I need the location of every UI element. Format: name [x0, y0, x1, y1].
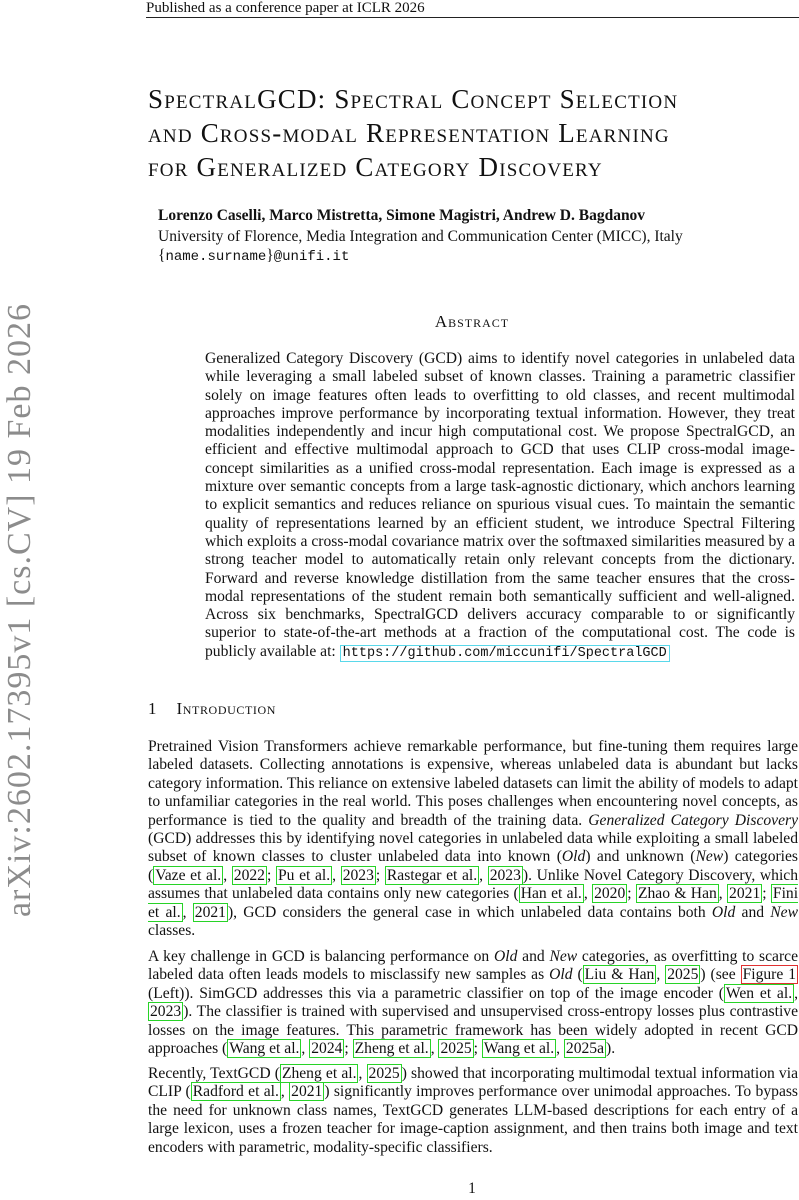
text-span: Pretrained Vision Transformers achieve remarkable performance, but fine-tuning them requires large labeled datasets. Collecting annotations is expensive, whereas unlabeled data is abundant but lacks category information. This reliance on extensive labeled datasets can limit the ability of models to adapt to unfamiliar categories in the real world. This poses challenges when encountering novel concepts, as performance is tied to the quality and breadth of the training data.: [148, 738, 798, 829]
abstract-body: Generalized Category Discovery (GCD) aims to identify novel categories in unlabeled data while leveraging a small labeled subset of known classes. Training a parametric classifier solely on image features often leads to overfitting to old classes, and recent multimodal approaches improve performance by incorporating textual information. However, they treat modalities independently and incur high computational cost. We propose SpectralGCD, an efficient and effective multimodal approach to GCD that uses CLIP cross-modal image-concept similarities as a unified cross-modal representation. Each image is expressed as a mixture over semantic concepts from a large task-agnostic dictionary, which anchors learning to explicit semantics and reduces reliance on spurious visual cues. To maintain the semantic quality of representations learned by an efficient student, we introduce Spectral Filtering which exploits a cross-modal covariance matrix over the softmaxed similarities measured by a strong teacher model to automatically retain only relevant concepts from the dictionary. Forward and reverse knowledge distillation from the same teacher ensures that the cross-modal representations of the student remain both semantically sufficient and well-aligned. Across six benchmarks, SpectralGCD delivers accuracy comparable to or significantly superior to state-of-the-art methods at a fraction of the computational cost. The code is publicly available at:: [205, 350, 795, 660]
title-line-1: SpectralGCD: Spectral Concept Selection: [148, 84, 679, 114]
text-span: A key challenge in GCD is balancing performance on: [148, 948, 494, 965]
citation-link[interactable]: Zheng et al.: [354, 1040, 429, 1058]
page-number: 1: [468, 1180, 476, 1197]
email-address: name.surname: [165, 249, 267, 265]
citation-link[interactable]: Vaze et al.: [155, 866, 222, 884]
citation-link[interactable]: 2023: [150, 1003, 182, 1021]
citation-link[interactable]: 2023: [342, 866, 374, 884]
text-span: and: [517, 948, 550, 965]
text-span: Recently, TextGCD (: [148, 1065, 280, 1082]
citation-link[interactable]: Wen et al.: [725, 984, 793, 1002]
figure-reference-link[interactable]: Figure 1: [742, 966, 797, 984]
citation-link[interactable]: Radford et al.: [192, 1083, 279, 1101]
citation-link[interactable]: Wang et al.: [483, 1040, 555, 1058]
text-span: and: [735, 903, 771, 921]
citation-link[interactable]: Zhao & Han: [637, 885, 717, 903]
email-domain: @unifi.it: [273, 249, 350, 265]
italic-term: New: [770, 903, 799, 921]
italic-term: Old: [549, 966, 573, 984]
citation-link[interactable]: Wang et al.: [229, 1040, 300, 1058]
email-brace-close: }: [266, 247, 274, 264]
citation-link[interactable]: 2025: [667, 966, 699, 984]
citation-link[interactable]: 2025: [440, 1040, 472, 1058]
citation-link[interactable]: 2023: [489, 866, 521, 884]
text-span: ) and unknown (: [585, 848, 696, 866]
arxiv-watermark: [0, 302, 40, 918]
citation-link[interactable]: Fini et al.: [148, 885, 799, 921]
author-list: Lorenzo Caselli, Marco Mistretta, Simone Magistri, Andrew D. Bagdanov: [158, 207, 646, 224]
text-span: ) showed that incorporating multimodal textual information via CLIP (: [148, 1065, 798, 1101]
intro-paragraph-1: Pretrained Vision Transformers achieve remarkable performance, but fine-tuning them requires large labeled datasets. Collecting annotations is expensive, whereas unlabeled data is abundant but lacks category information. This reliance on extensive labeled datasets can limit the ability of models to adapt to unfamiliar categories in the real world. This poses challenges when encountering novel concepts, as performance is tied to the quality and breadth of the training data. Generalized Category Discovery (GCD) addresses this by identifying novel categories in unlabeled data while exploiting a small labeled subset of known classes to cluster unlabeled data into known (Old) and unknown (New) categories ( Vaze et al. , 2022 ; Pu et al. , 2023 ; Rastegar et al. , 2023 ). Unlike Novel Category Discovery, which assumes that unlabeled data contains only new categories ( Han et al. , 2020 ; Zhao & Han , 2021 ; Fini et al. , 2021 ), GCD considers the general case in which unlabeled data contains both Old and New classes.: [148, 738, 799, 940]
affiliation: University of Florence, Media Integration and Communication Center (MICC), Italy: [158, 228, 683, 245]
section-number: 1: [148, 699, 157, 718]
arxiv-id: arXiv:2602.17395v1 [cs.CV] 19 Feb 2026: [1, 302, 38, 918]
email: [158, 247, 349, 265]
citation-link[interactable]: Han et al.: [520, 885, 582, 903]
text-span: ). The classifier is trained with supervised and unsupervised cross-entropy losses plus contrastive losses on the image features. This parametric framework has been widely adopted in recent GCD approaches (: [148, 1003, 798, 1058]
citation-link[interactable]: 2024: [311, 1040, 343, 1058]
italic-term: Generalized Category Discovery: [588, 811, 799, 829]
section-heading: [148, 699, 276, 719]
venue-header: Published as a conference paper at ICLR 2026: [146, 0, 425, 16]
code-link[interactable]: https://github.com/miccunifi/SpectralGCD: [340, 645, 670, 662]
text-span: ) significantly improves performance over unimodal approaches. To bypass the need for unknown class names, TextGCD generates LLM-based descriptions for each entry of a large lexicon, uses a frozen teacher for image-caption assignment, and then trains both image and text encoders with parametric, modality-specific classifiers.: [148, 1083, 798, 1156]
intro-paragraph-3: Recently, TextGCD ( Zheng et al. , 2025 ) showed that incorporating multimodal textual information via CLIP ( Radford et al. , 2021 ) significantly improves performance over unimodal approaches. To bypass the need for unknown class names, TextGCD generates LLM-based descriptions for each entry of a large lexicon, uses a frozen teacher for image-caption assignment, and then trains both image and text encoders with parametric, modality-specific classifiers.: [148, 1065, 798, 1156]
citation-link[interactable]: 2022: [233, 866, 265, 884]
italic-term: New: [549, 948, 578, 965]
text-span: classes.: [148, 922, 196, 940]
paper-title: [148, 82, 798, 184]
text-span: ) categories (: [148, 848, 799, 884]
title-line-2: and Cross-modal Representation Learning: [148, 118, 670, 148]
citation-link[interactable]: 2025: [368, 1065, 400, 1082]
text-span: ), GCD considers the general case in which unlabeled data contains both: [227, 903, 712, 921]
text-span: categories, as overfitting to scarce labeled data often leads models to misclassify new samples as: [148, 948, 798, 984]
citation-link[interactable]: 2021: [729, 885, 761, 903]
citation-link[interactable]: Pu et al.: [277, 866, 331, 884]
abstract-heading: Abstract: [434, 312, 510, 331]
text-span: ) (see: [700, 966, 741, 984]
citation-link[interactable]: 2021: [291, 1083, 323, 1101]
italic-term: New: [695, 848, 724, 866]
citation-link[interactable]: 2021: [194, 903, 226, 921]
citation-link[interactable]: 2025a: [565, 1040, 604, 1058]
intro-paragraph-2: A key challenge in GCD is balancing performance on Old and New categories, as overfitting to scarce labeled data often leads models to misclassify new samples as Old ( Liu & Han , 2025 ) (see Figure 1 (Left)). SimGCD addresses this via a parametric classifier on top of the image encoder ( Wen et al. , 2023 ). The classifier is trained with supervised and unsupervised cross-entropy losses plus contrastive losses on the image features. This parametric framework has been widely adopted in recent GCD approaches ( Wang et al. , 2024 ; Zheng et al. , 2025 ; Wang et al. , 2025a ).: [148, 948, 798, 1058]
text-span: (: [572, 966, 583, 984]
citation-link[interactable]: Rastegar et al.: [386, 866, 478, 884]
italic-term: Old: [494, 948, 518, 965]
citation-link[interactable]: 2020: [594, 885, 626, 903]
citation-link[interactable]: Zheng et al.: [281, 1065, 357, 1082]
email-brace-open: {: [158, 247, 166, 264]
text-span: ). Unlike Novel Category Discovery, which assumes that unlabeled data contains only new categories (: [148, 866, 799, 903]
text-span: ).: [606, 1040, 616, 1058]
italic-term: Old: [711, 903, 736, 921]
title-line-3: for Generalized Category Discovery: [148, 152, 603, 182]
italic-term: Old: [561, 848, 586, 866]
section-title: Introduction: [176, 699, 277, 718]
text-span: (Left)). SimGCD addresses this via a parametric classifier on top of the image encoder (: [148, 984, 724, 1002]
text-span: (GCD) addresses this by identifying novel categories in unlabeled data while exploiting a small labeled subset of known classes to cluster unlabeled data into known (: [148, 830, 798, 866]
citation-link[interactable]: Liu & Han: [584, 966, 655, 984]
abstract-text: [205, 350, 795, 663]
